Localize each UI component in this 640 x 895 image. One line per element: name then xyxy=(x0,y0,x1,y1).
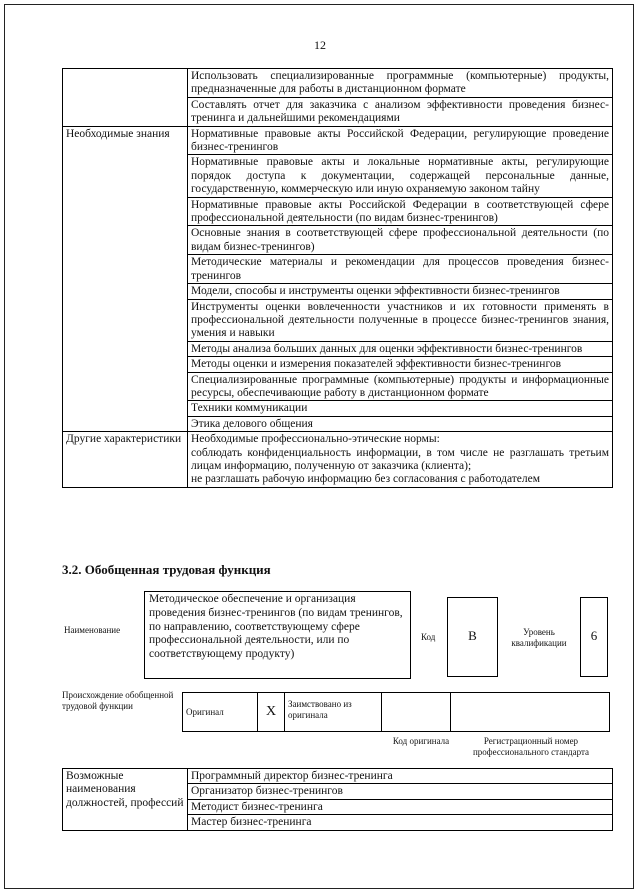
table-row xyxy=(63,769,613,784)
section-heading: 3.2. Обобщенная трудовая функция xyxy=(62,562,271,577)
position-item: Методист бизнес-тренинга xyxy=(188,799,613,814)
borrowed-label: Заимствовано из оригинала xyxy=(285,693,382,732)
table-row xyxy=(63,126,613,155)
row-text: Нормативные правовые акты Российской Федерации в соответствующей сфере профессиональной деятельности (по видам бизнес-тренингов) xyxy=(188,197,613,226)
row-text: Методы анализа больших данных для оценки эффективности бизнес-тренингов xyxy=(188,341,613,356)
row-label: Другие характеристики xyxy=(63,432,188,488)
original-label: Оригинал xyxy=(183,693,258,732)
row-text: Методы оценки и измерения показателей эффективности бизнес-тренингов xyxy=(188,357,613,372)
origin-table xyxy=(182,692,610,732)
level-label: Уровень квалификации xyxy=(511,627,567,648)
positions-label: Возможные наименования должностей, профессий xyxy=(63,769,188,831)
function-name-box: Методическое обеспечение и организация проведения бизнес-тренингов (по видам тренингов, по направлению, соответствующему сфере профессиональной деятельности, или по соответствующему продукту) xyxy=(144,591,411,679)
page-number: 12 xyxy=(314,38,326,52)
characteristic-line: соблюдать конфиденциальность информации, в том числе не разглашать третьим лицам информацию, полученную от заказчика (клиента); xyxy=(191,446,609,472)
position-item: Мастер бизнес-тренинга xyxy=(188,815,613,830)
row-text: Составлять отчет для заказчика с анализом эффективности проведения бизнес-тренинга и дальнейшими рекомендациями xyxy=(188,97,613,126)
row-text: Нормативные правовые акты и локальные нормативные акты, регулирующие порядок доступа к документации, содержащей персональные данные, государственную, коммерческую или иную охраняемую законом тайну xyxy=(188,155,613,197)
name-label: Наименование xyxy=(64,625,121,635)
position-item: Программный директор бизнес-тренинга xyxy=(188,769,613,784)
reg-number-cell xyxy=(451,693,610,732)
origin-label: Происхождение обобщенной трудовой функции xyxy=(62,690,174,711)
row-text: Нормативные правовые акты Российской Федерации, регулирующие проведение бизнес-тренингов xyxy=(188,126,613,155)
original-mark: X xyxy=(258,693,285,732)
code-original-label: Код оригинала xyxy=(392,736,450,746)
row-text: Методические материалы и рекомендации для процессов проведения бизнес-тренингов xyxy=(188,255,613,284)
position-item: Организатор бизнес-тренингов xyxy=(188,784,613,799)
row-text: Использовать специализированные программные (компьютерные) продукты, предназначенные для работы в дистанционном формате xyxy=(188,69,613,98)
row-label: Необходимые знания xyxy=(63,126,188,432)
row-label xyxy=(63,69,188,127)
characteristic-line: не разглашать рабочую информацию без согласования с работодателем xyxy=(191,473,541,486)
row-text: Специализированные программные (компьютерные) продукты и информационные ресурсы, обеспечивающие работу в дистанционном формате xyxy=(188,372,613,401)
row-text: Техники коммуникации xyxy=(188,401,613,416)
positions-table xyxy=(62,768,613,831)
row-text: Инструменты оценки вовлеченности участников и их готовности применять в профессиональной деятельности полученные в процессе бизнес-тренингов знания, умения и навыки xyxy=(188,299,613,341)
row-text: Основные знания в соответствующей сфере профессиональной деятельности (по видам бизнес-тренингов) xyxy=(188,226,613,255)
table-row xyxy=(63,69,613,98)
code-original-cell xyxy=(382,693,451,732)
code-value-box: В xyxy=(447,597,498,677)
competency-table xyxy=(62,68,613,488)
table-row xyxy=(63,432,613,488)
reg-number-label: Регистрационный номер профессионального стандарта xyxy=(472,736,590,757)
level-value-box: 6 xyxy=(580,597,608,677)
code-label: Код xyxy=(421,632,436,642)
row-text: Модели, способы и инструменты оценки эффективности бизнес-тренингов xyxy=(188,284,613,299)
row-text: Этика делового общения xyxy=(188,416,613,431)
other-characteristics-text xyxy=(188,432,613,488)
characteristic-line: Необходимые профессионально-этические нормы: xyxy=(191,433,440,446)
